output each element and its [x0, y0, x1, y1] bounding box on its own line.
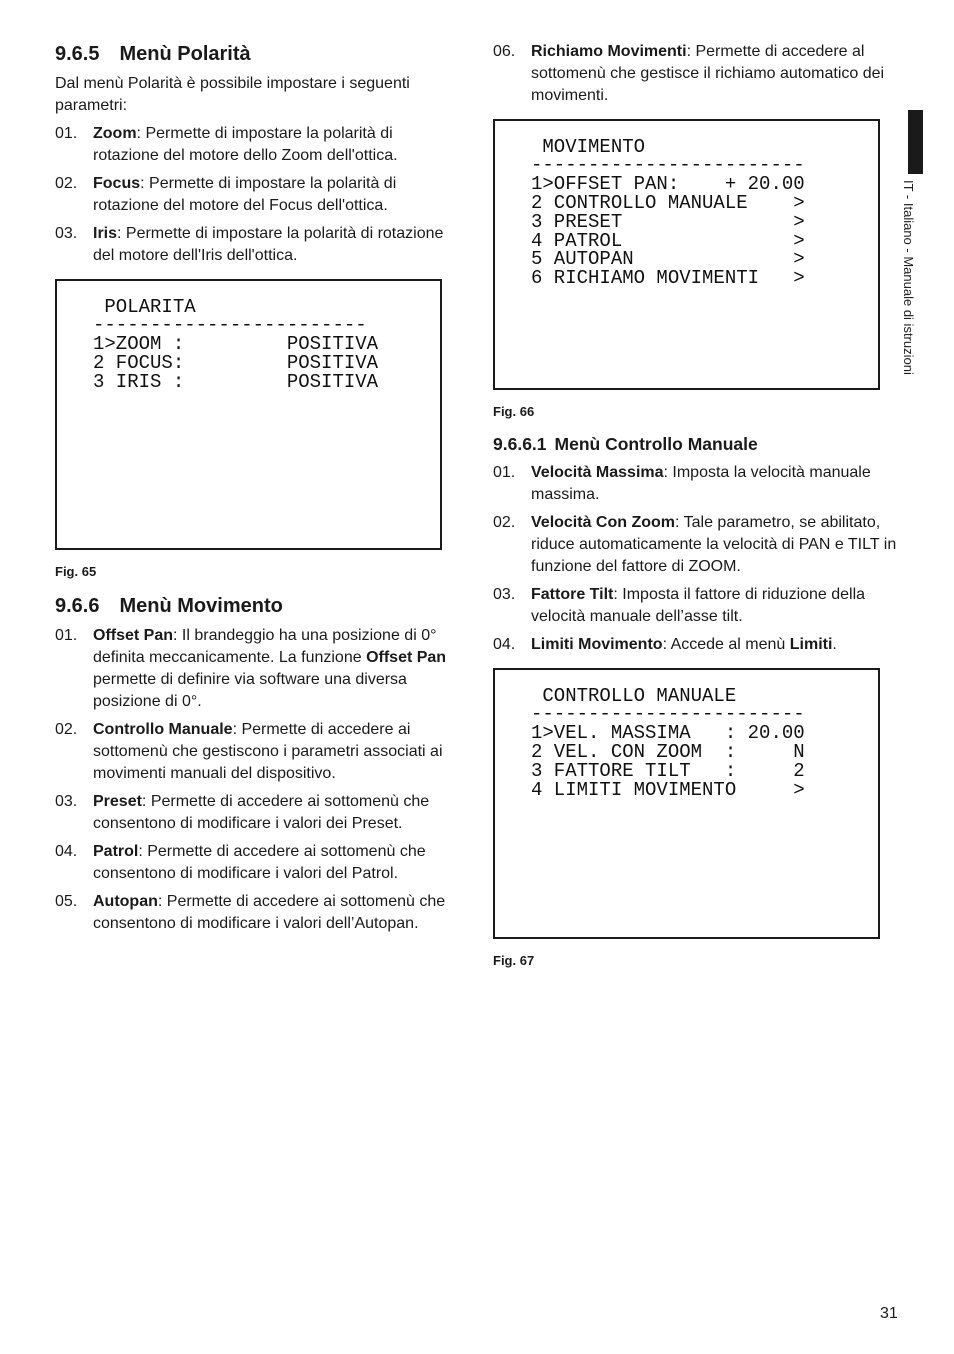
section-title: Menù Polarità	[119, 43, 251, 65]
section-number: 9.6.6	[55, 595, 100, 617]
screen-line: CONTROLLO MANUALE	[531, 685, 737, 707]
figure-caption: Fig. 66	[493, 404, 535, 419]
list-item: 02. Controllo Manuale: Permette di accedere ai sottomenù che gestiscono i parametri associati ai movimenti manuali del dispositivo.	[55, 721, 443, 782]
screen-line: 1>ZOOM : POSITIVA	[93, 333, 379, 355]
screen-line: 3 FATTORE TILT : 2	[531, 760, 805, 782]
list-item: 03. Fattore Tilt: Imposta il fattore di riduzione della velocità manuale dell’asse tilt.	[493, 586, 866, 625]
section-title: Menù Movimento	[119, 595, 283, 617]
section-intro: Dal menù Polarità è possibile impostare i seguenti parametri:	[55, 75, 410, 114]
screen-line: ------------------------	[93, 314, 367, 336]
section-title: Menù Controllo Manuale	[554, 434, 758, 454]
list-item: 01. Offset Pan: Il brandeggio ha una posizione di 0° definita meccanicamente. La funzione Offset Pan permette di definire via software una diversa posizione di 0°.	[55, 627, 447, 710]
screen-line: 4 PATROL >	[531, 230, 805, 252]
list-item: 01. Zoom: Permette di impostare la polarità di rotazione del motore dello Zoom dell'ottica.	[55, 125, 398, 164]
list-item: 03. Iris: Permette di impostare la polarità di rotazione del motore dell'Iris dell'ottica.	[55, 225, 444, 264]
screen-line: POLARITA	[93, 296, 196, 318]
movimento-menu-screen	[493, 119, 880, 390]
section-9-6-6-heading	[55, 595, 283, 618]
screen-line: 5 AUTOPAN >	[531, 248, 805, 270]
section-number: 9.6.5	[55, 43, 100, 65]
list-item: 06. Richiamo Movimenti: Permette di accedere al sottomenù che gestisce il richiamo automatico dei movimenti.	[493, 43, 885, 104]
polarita-menu-screen	[55, 279, 442, 550]
list-item: 04. Limiti Movimento: Accede al menù Limiti.	[493, 636, 837, 653]
screen-line: MOVIMENTO	[531, 136, 646, 158]
screen-line: 1>VEL. MASSIMA : 20.00	[531, 722, 805, 744]
list-item: 01. Velocità Massima: Imposta la velocità manuale massima.	[493, 464, 871, 503]
figure-caption: Fig. 65	[55, 564, 97, 579]
list-item: 03. Preset: Permette di accedere ai sottomenù che consentono di modificare i valori dei Preset.	[55, 793, 430, 832]
page-number: 31	[880, 1305, 898, 1322]
section-9-6-6-1-heading	[493, 434, 758, 455]
screen-line: 2 VEL. CON ZOOM : N	[531, 741, 805, 763]
screen-line: 3 PRESET >	[531, 211, 805, 233]
figure-caption: Fig. 67	[493, 953, 535, 968]
list-item: 02. Focus: Permette di impostare la polarità di rotazione del motore del Focus dell'ottica.	[55, 175, 397, 214]
section-number: 9.6.6.1	[493, 434, 547, 454]
list-item: 02. Velocità Con Zoom: Tale parametro, se abilitato, riduce automaticamente la velocità di PAN e TILT in funzione del fattore di ZOOM.	[493, 514, 897, 575]
language-tab-marker	[908, 110, 923, 174]
screen-line: 6 RICHIAMO MOVIMENTI >	[531, 267, 805, 289]
screen-line: 3 IRIS : POSITIVA	[93, 371, 379, 393]
list-item: 05. Autopan: Permette di accedere ai sottomenù che consentono di modificare i valori dell’Autopan.	[55, 893, 446, 932]
screen-line: ------------------------	[531, 703, 805, 725]
language-tab-label: IT - Italiano - Manuale di istruzioni	[901, 180, 916, 375]
controllo-manuale-menu-screen	[493, 668, 880, 939]
screen-line: ------------------------	[531, 154, 805, 176]
screen-line: 2 FOCUS: POSITIVA	[93, 352, 379, 374]
screen-line: 1>OFFSET PAN: + 20.00	[531, 173, 805, 195]
list-item: 04. Patrol: Permette di accedere ai sottomenù che consentono di modificare i valori del Patrol.	[55, 843, 426, 882]
section-9-6-5-heading	[55, 43, 251, 66]
screen-line: 2 CONTROLLO MANUALE >	[531, 192, 805, 214]
screen-line: 4 LIMITI MOVIMENTO >	[531, 779, 805, 801]
